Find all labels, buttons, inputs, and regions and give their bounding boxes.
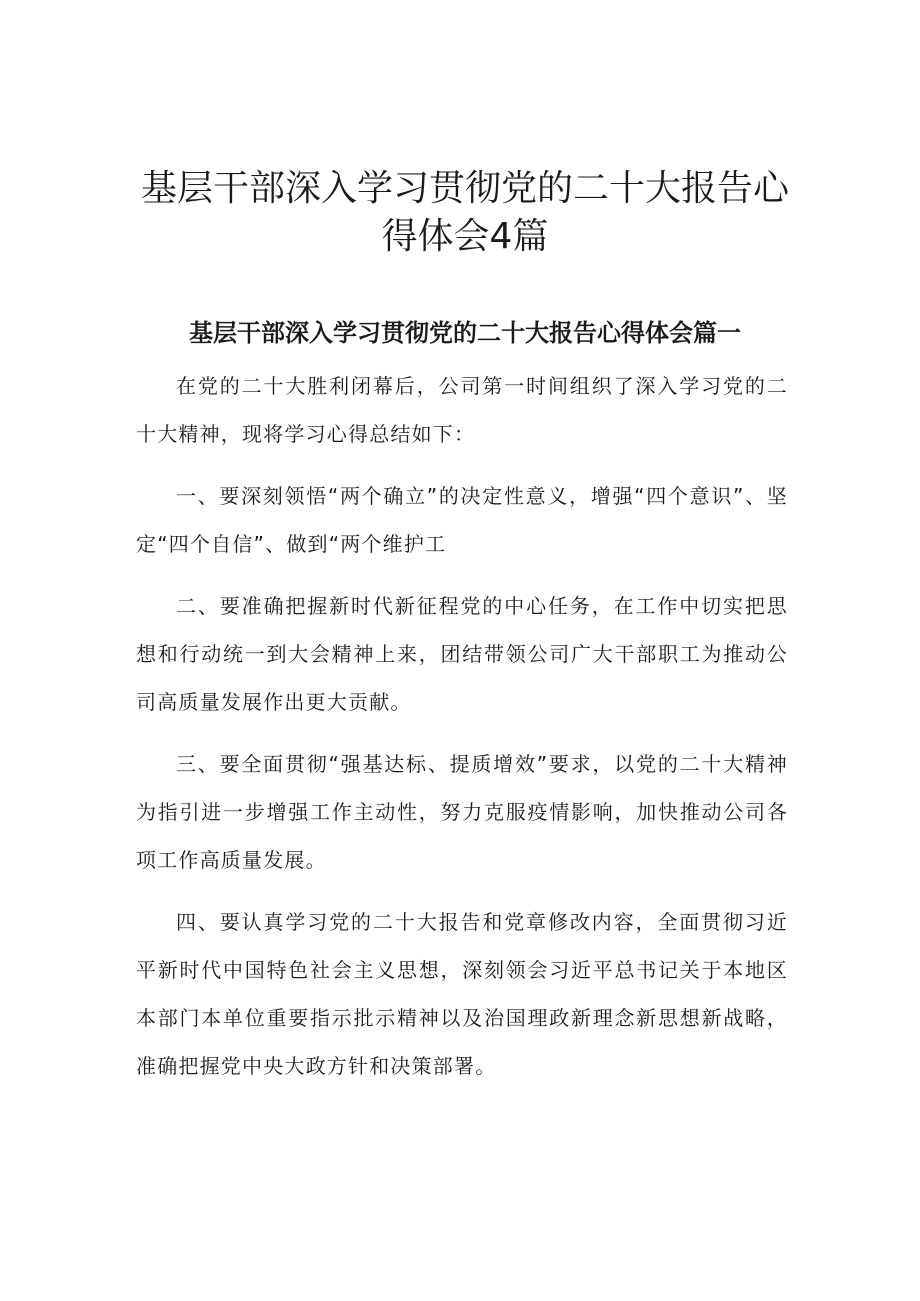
paragraph-point-1: 一、要深刻领悟“两个确立”的决定性意义，增强“四个意识”、坚定“四个自信”、做到“两个维护工: [136, 484, 788, 556]
document-body: [136, 362, 788, 1104]
paragraph-point-3: 三、要全面贯彻“强基达标、提质增效”要求，以党的二十大精神为指引进一步增强工作主动性，努力克服疫情影响，加快推动公司各项工作高质量发展。: [136, 752, 788, 872]
paragraph-intro: 在党的二十大胜利闭幕后，公司第一时间组织了深入学习党的二十大精神，现将学习心得总结如下：: [136, 374, 788, 446]
section-heading: 基层干部深入学习贯彻党的二十大报告心得体会篇一: [189, 319, 741, 347]
paragraph-point-2: 二、要准确把握新时代新征程党的中心任务，在工作中切实把思想和行动统一到大会精神上来，团结带领公司广大干部职工为推动公司高质量发展作出更大贡献。: [136, 594, 788, 714]
document-title-line-1: 基层干部深入学习贯彻党的二十大报告心: [140, 168, 789, 209]
document-title-line-2: 得体会4篇: [381, 216, 549, 257]
paragraph-point-4: 四、要认真学习党的二十大报告和党章修改内容，全面贯彻习近平新时代中国特色社会主义思想，深刻领会习近平总书记关于本地区本部门本单位重要指示批示精神以及治国理政新理念新思想新战略，准确把握党中央大政方针和决策部署。: [136, 910, 788, 1078]
document-title: [135, 165, 795, 261]
